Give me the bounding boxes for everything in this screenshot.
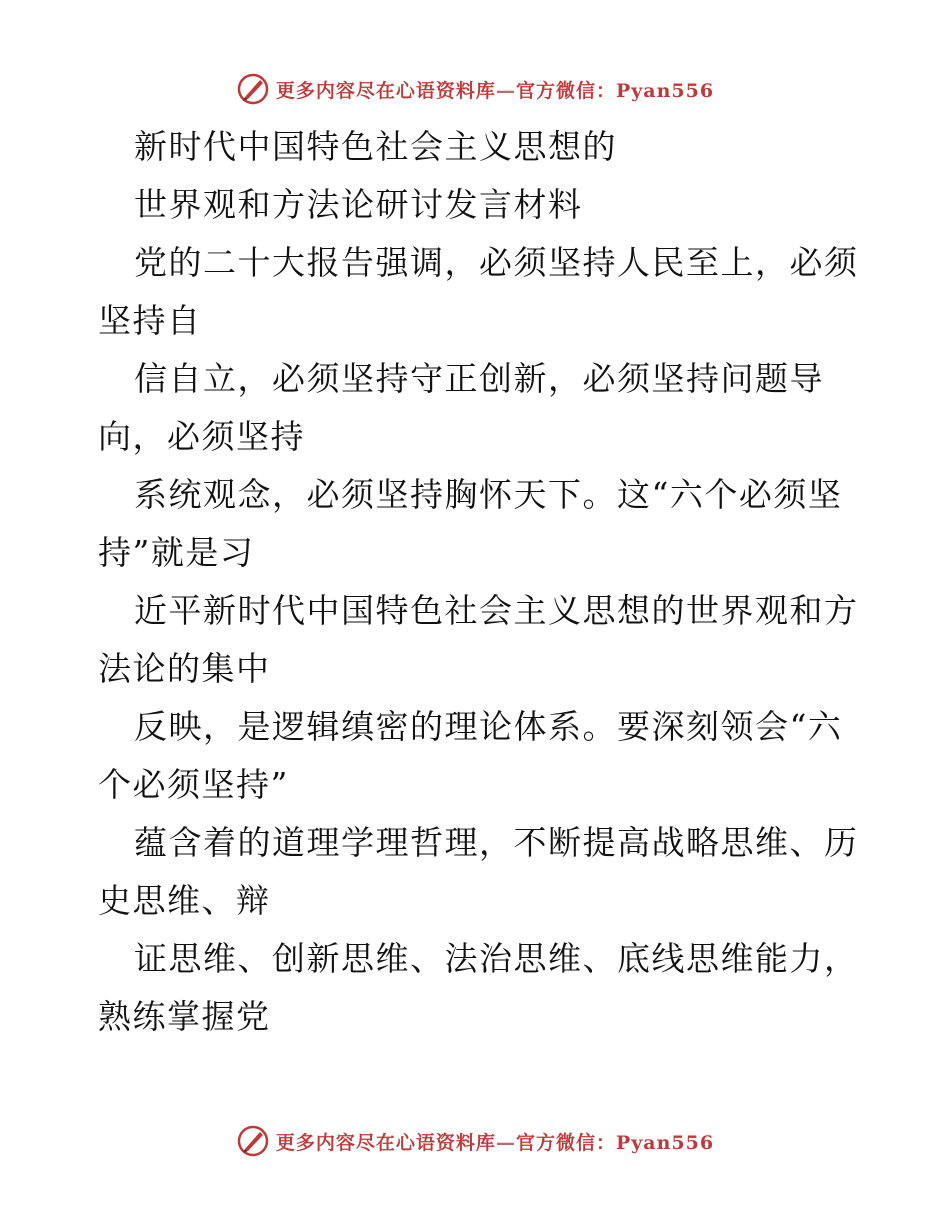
footer-watermark xyxy=(0,1124,950,1158)
paragraph-line: 史思维、辩 xyxy=(98,881,271,920)
watermark-text xyxy=(276,1128,714,1155)
watermark-account: Pyan556 xyxy=(615,79,715,102)
paragraph-line: 熟练掌握党 xyxy=(98,997,271,1036)
paragraph-line: 反映，是逻辑缜密的理论体系。要深刻领会“六 xyxy=(134,707,843,746)
paragraph-line: 坚持自 xyxy=(98,301,202,340)
paragraph-line: 个必须坚持” xyxy=(98,765,289,804)
paragraph-line: 蕴含着的道理学理哲理，不断提高战略思维、历 xyxy=(134,823,859,862)
document-title-line-1: 新时代中国特色社会主义思想的 xyxy=(134,127,617,166)
paragraph-line: 近平新时代中国特色社会主义思想的世界观和方 xyxy=(134,591,859,630)
document-body xyxy=(98,118,858,1046)
quill-pen-logo-icon xyxy=(236,72,270,106)
document-title-line-2: 世界观和方法论研讨发言材料 xyxy=(134,185,583,224)
watermark-separator: — xyxy=(495,79,516,102)
quill-pen-logo-icon xyxy=(236,1124,270,1158)
watermark-account: Pyan556 xyxy=(615,1131,715,1154)
paragraph-line: 系统观念，必须坚持胸怀天下。这“六个必须坚 xyxy=(134,475,843,514)
header-watermark xyxy=(0,72,950,106)
watermark-slogan: 更多内容尽在心语资料库 xyxy=(275,79,496,102)
paragraph-line: 向，必须坚持 xyxy=(98,417,305,456)
paragraph-line: 法论的集中 xyxy=(98,649,271,688)
watermark-text xyxy=(276,76,714,103)
watermark-slogan: 更多内容尽在心语资料库 xyxy=(275,1131,496,1154)
watermark-wechat-label: 官方微信： xyxy=(515,79,616,102)
paragraph-line: 证思维、创新思维、法治思维、底线思维能力， xyxy=(134,939,859,978)
watermark-wechat-label: 官方微信： xyxy=(515,1131,616,1154)
watermark-separator: — xyxy=(495,1131,516,1154)
paragraph-line: 持”就是习 xyxy=(98,533,255,572)
paragraph-line: 信自立，必须坚持守正创新，必须坚持问题导 xyxy=(134,359,824,398)
paragraph-line: 党的二十大报告强调，必须坚持人民至上，必须 xyxy=(134,243,859,282)
